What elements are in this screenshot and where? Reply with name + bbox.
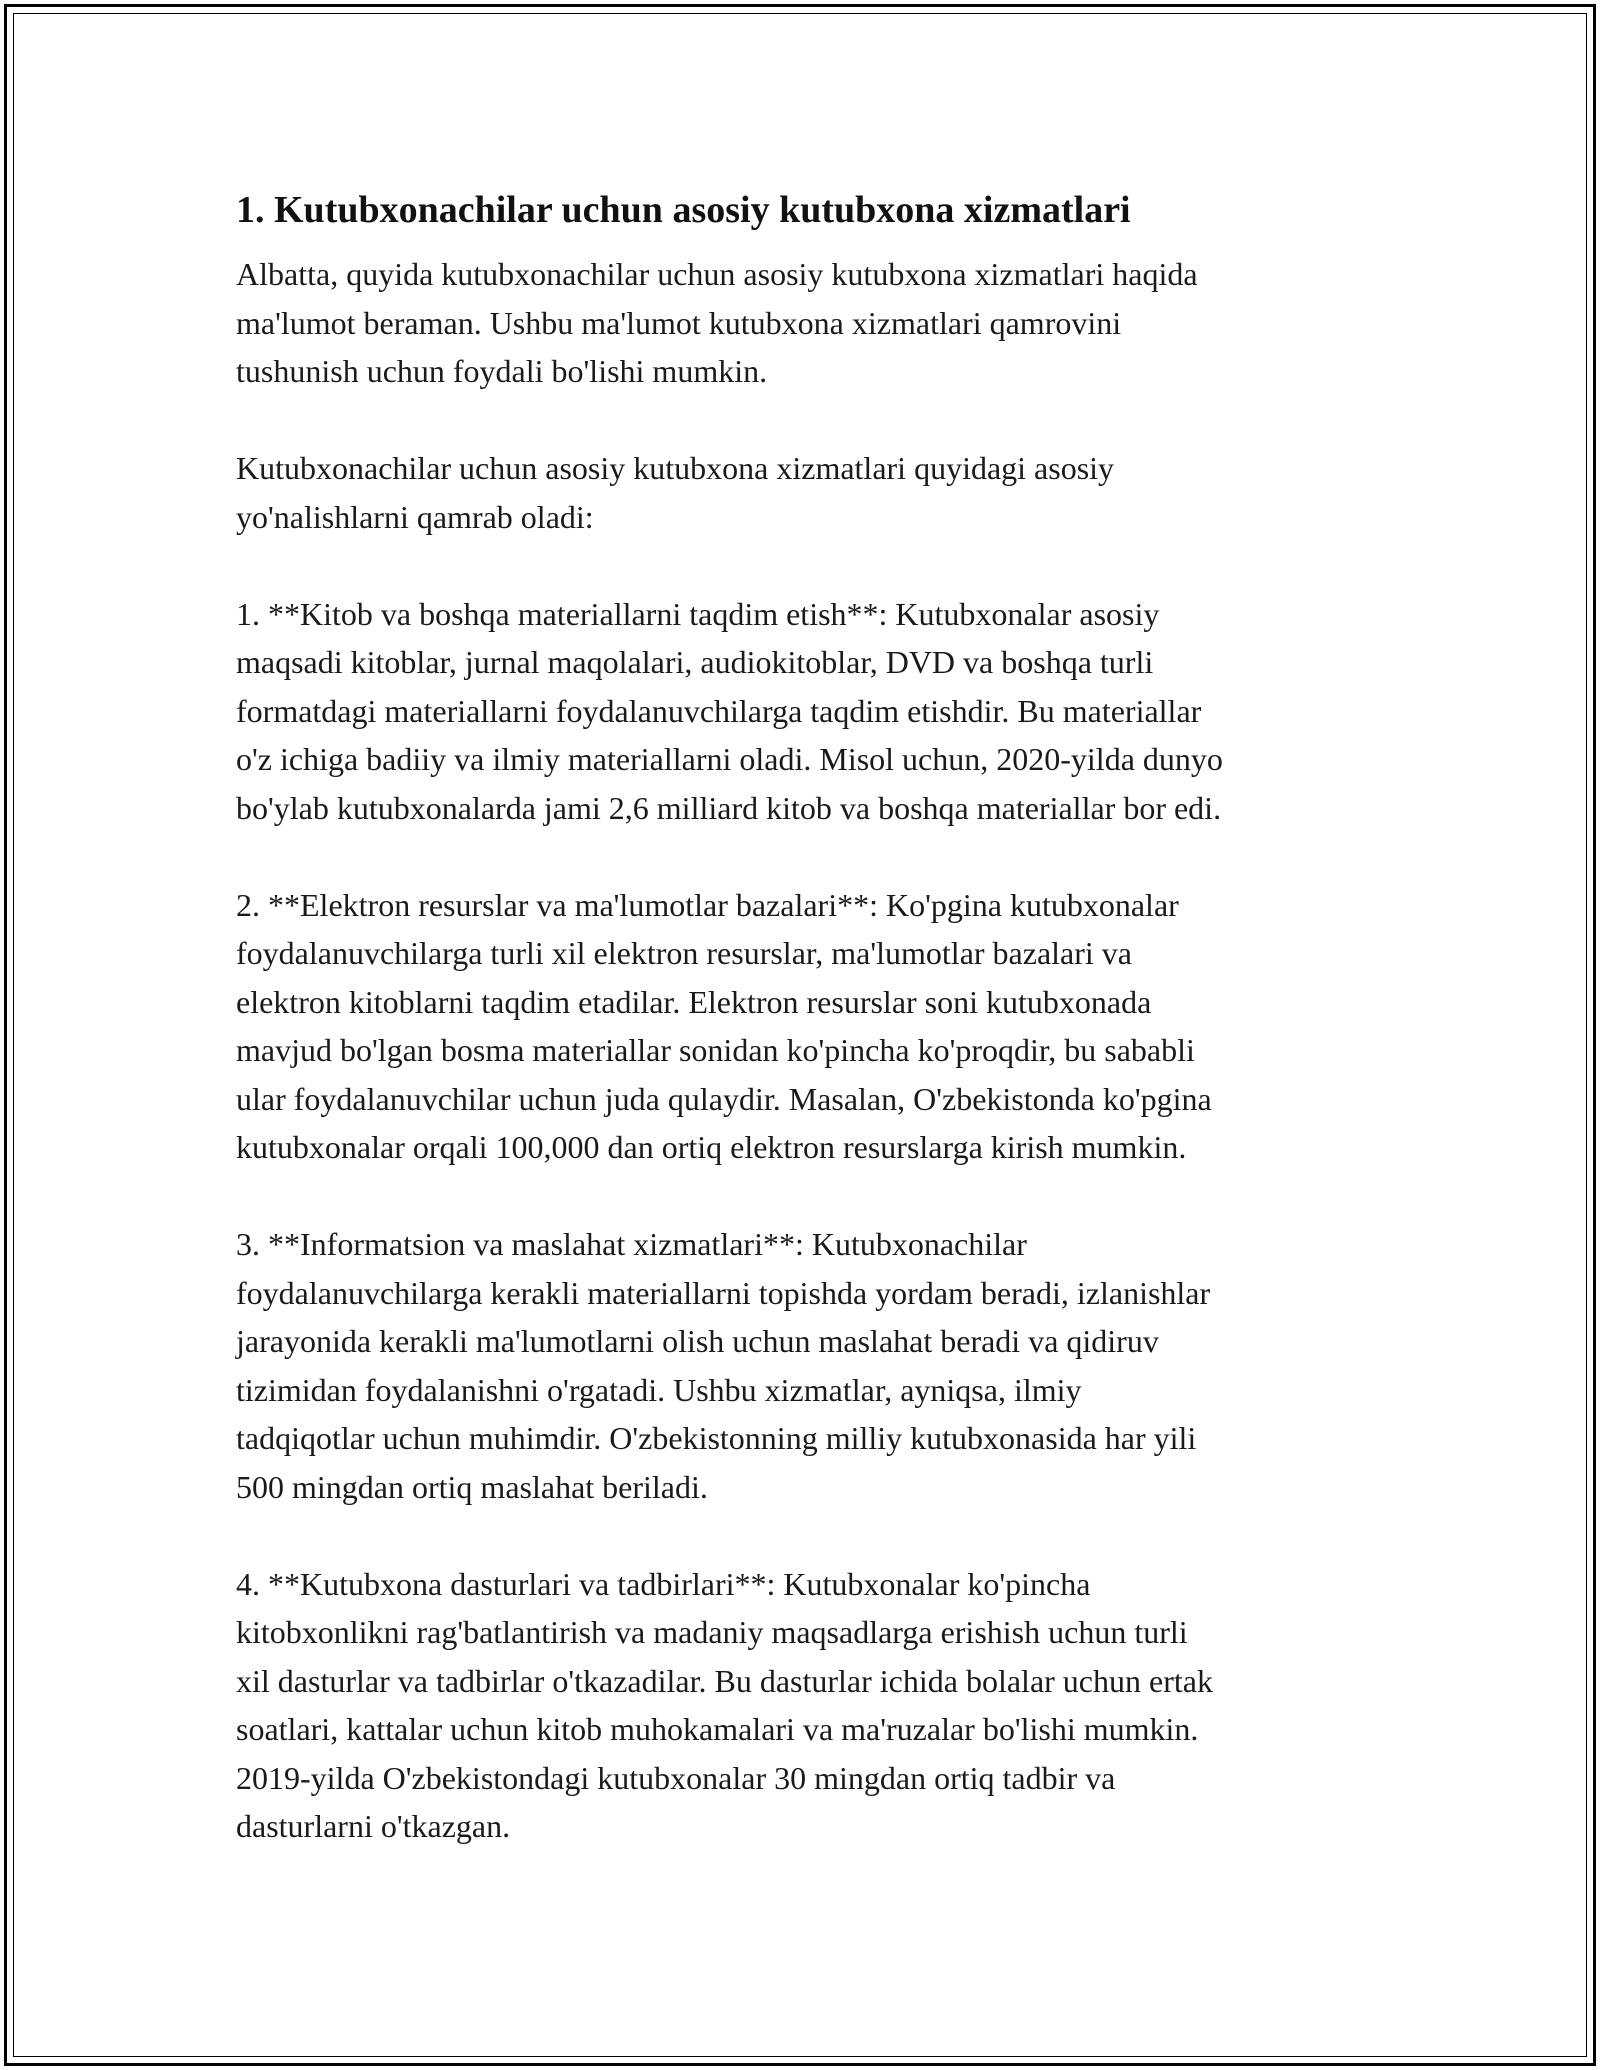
paragraph-item-4: 4. **Kutubxona dasturlari va tadbirlari**: Kutubxonalar ko'pincha kitobxonlikni rag'batlantirish va madaniy maqsadlarga erishish uchun turli xil dasturlar va tadbirlar o'tkazadilar. Bu dasturlar ichida bolalar uchun ertak soatlari, kattalar uchun kitob muhokamalari va ma'ruzalar bo'lishi mumkin. 2019-yilda O'zbekistondagi kutubxonalar 30 mingdan ortiq tadbir va dasturlarni o'tkazgan. [236, 1565, 1213, 1844]
paragraph-item-1: 1. **Kitob va boshqa materiallarni taqdim etish**: Kutubxonalar asosiy maqsadi kitoblar, jurnal maqolalari, audiokitoblar, DVD va boshqa turli formatdagi materiallarni foydalanuvchilarga taqdim etishdir. Bu materiallar o'z ichiga badiiy va ilmiy materiallarni oladi. Misol uchun, 2020-yilda dunyo bo'ylab kutubxonalarda jami 2,6 milliard kitob va boshqa materiallar bor edi. [236, 595, 1223, 826]
paragraph-item-3: 3. **Informatsion va maslahat xizmatlari**: Kutubxonachilar foydalanuvchilarga kerakli materiallarni topishda yordam beradi, izlanishlar jarayonida kerakli ma'lumotlarni olish uchun maslahat beradi va qidiruv tizimidan foydalanishni o'rgatadi. Ushbu xizmatlar, ayniqsa, ilmiy tadqiqotlar uchun muhimdir. O'zbekistonning milliy kutubxonasida har yili 500 mingdan ortiq maslahat beriladi. [236, 1226, 1211, 1505]
paragraph-intro: Albatta, quyida kutubxonachilar uchun asosiy kutubxona xizmatlari haqida ma'lumot beraman. Ushbu ma'lumot kutubxona xizmatlari qamrovini tushunish uchun foydali bo'lishi mumkin. [236, 256, 1198, 389]
document-title: 1. Kutubxonachilar uchun asosiy kutubxona xizmatlari [236, 189, 1131, 231]
document-body [236, 186, 1386, 1899]
paragraph-overview: Kutubxonachilar uchun asosiy kutubxona xizmatlari quyidagi asosiy yo'nalishlarni qamrab oladi: [236, 450, 1115, 535]
paragraph-item-2: 2. **Elektron resurslar va ma'lumotlar bazalari**: Ko'pgina kutubxonalar foydalanuvchilarga turli xil elektron resurslar, ma'lumotlar bazalari va elektron kitoblarni taqdim etadilar. Elektron resurslar soni kutubxonada mavjud bo'lgan bosma materiallar sonidan ko'pincha ko'proqdir, bu sababli ular foydalanuvchilar uchun juda qulaydir. Masalan, O'zbekistonda ko'pgina kutubxonalar orqali 100,000 dan ortiq elektron resurslarga kirish mumkin. [236, 886, 1212, 1165]
